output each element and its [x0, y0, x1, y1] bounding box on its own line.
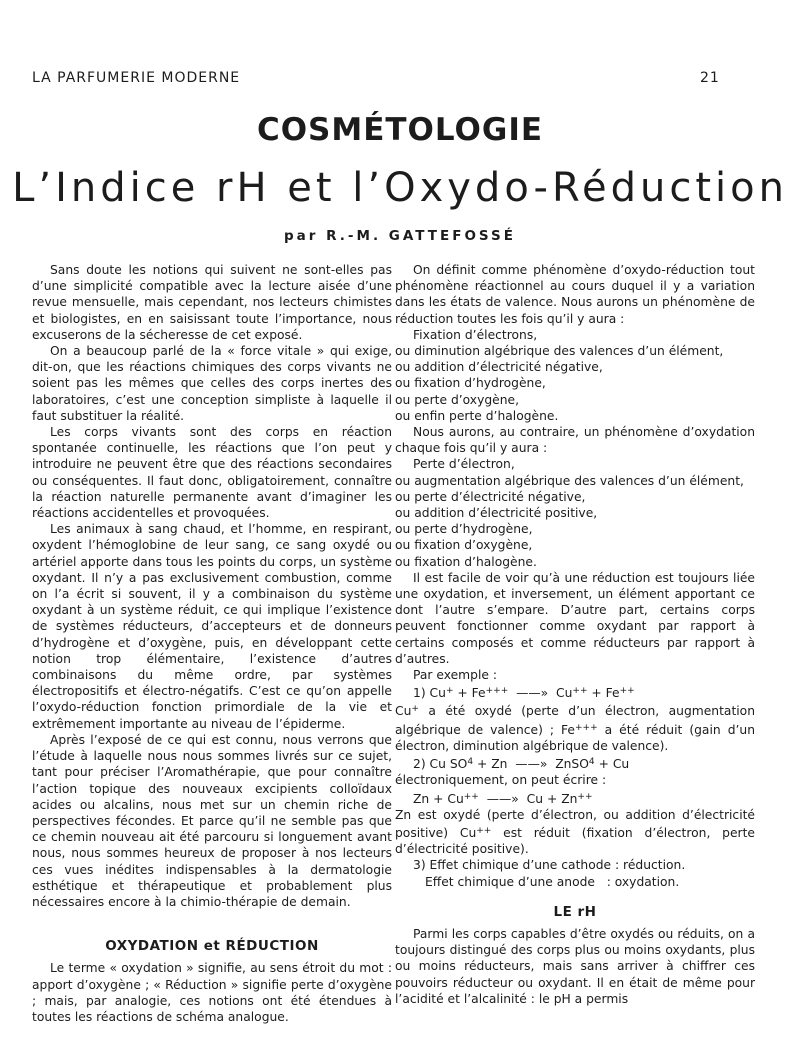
right-column [395, 262, 755, 1007]
section-heading: COSMÉTOLOGIE [256, 112, 544, 148]
paragraph: Après l’exposé de ce qui est connu, nous verrons que l’étude à laquelle nous nous sommes livrés sur ce sujet, tant pour préciser l’Aromathérapie, que pour connaître l’action topique des nouveaux excipients colloïdaux acides ou alcalins, nous met sur un chemin riche de perspectives fécondes. Et parce qu’il ne semble pas que ce chemin nouveau ait été parcouru si longuement avant nous, nous sommes heureux de proposer à nos lecteurs ces vues inédites indispensables à la dermatologie esthétique et thérapeutique et probablement plus nécessaires encore à la chimio-thérapie de demain. [32, 732, 392, 909]
equation-2: 2) Cu $SO^4 + Zn$ ——» ZnSO$^4$ + Cu [413, 757, 630, 772]
paragraph: Les corps vivants sont des corps en réaction spontanée continuelle, les réactions que l’on peut y introduire ne peuvent être que des réactions secondaires ou conséquentes. Il faut donc, obligatoirement, connaître la réaction naturelle permanente avant d’imaginer les réactions accidentelles et provoquées. [32, 425, 392, 521]
example-3-cathode: 3) Effet chimique d’une cathode : réduction. [413, 858, 686, 873]
list-item: ou fixation d’oxygène, [395, 538, 533, 553]
paragraph: Il est facile de voir qu’à une réduction est toujours liée une oxydation, et inversement, un élément apportant ce dont l’autre s’empare. D’autre part, certains corps peuvent fonctionner comme oxydant par rapport à certains composés et comme réducteurs par rapport à d’autres. [395, 570, 755, 666]
journal-name: LA PARFUMERIE MODERNE [32, 70, 241, 86]
list-item: Perte d’électron, [413, 457, 515, 472]
left-column [32, 262, 392, 1025]
equation-1: 1) Cu+ + Fe+++ ——» Cu++ + Fe++ [413, 686, 635, 701]
paragraph: Parmi les corps capables d’être oxydés ou réduits, on a toujours distingué des corps plus ou moins oxydants, plus ou moins réducteurs, mais sans arriver à chiffrer ces pouvoirs réducteur ou oxydant. Il en était de même pour l’acidité et l’alcalinité : le pH a permis [395, 926, 755, 1006]
paragraph: Sans doute les notions qui suivent ne sont-elles pas d’une simplicité compatible avec la lecture aisée d’une revue mensuelle, mais cependant, nos lecteurs chimistes et biologistes, en en saisissant toute l’importance, nous excuserons de la sécheresse de cet exposé. [32, 263, 392, 342]
list-item: ou diminution algébrique des valences d’un élément, [395, 344, 724, 359]
example-label: Par exemple : [413, 668, 497, 683]
paragraph: Les animaux à sang chaud, et l’homme, en respirant, oxydent l’hémoglobine de leur sang, ce sang oxydé ou artériel apporte dans tous les points du corps, un système oxydant. Il n’y a pas exclusivement combustion, comme on l’a écrit si souvent, il y a combinaison du système oxydant à un système réduit, ce qui implique l’existence de systèmes réducteurs, d’accepteurs et de donneurs d’hydrogène et d’oxygène, puis, en développant cette notion trop élémentaire, l’existence d’autres combinaisons du même ordre, par systèmes électropositifs et électro-négatifs. C’est ce qu’on appelle l’oxydo-réduction fonction primordiale de la vie et extrêmement importante au niveau de l’épiderme. [32, 522, 392, 731]
list-item: ou fixation d’hydrogène, [395, 376, 546, 391]
list-item: ou perte d’électricité négative, [395, 489, 586, 504]
list-item: Fixation d’électrons, [413, 327, 538, 342]
example-3-anode: Effet chimique d’une anode : oxydation. [425, 874, 680, 889]
paragraph: On définit comme phénomène d’oxydo-réduction tout phénomène réactionnel au cours duquel il y a variation dans les états de valence. Nous aurons un phénomène de réduction toutes les fois qu’il y aura : [395, 263, 755, 326]
equation-2-explanation: Zn est oxydé (perte d’électron, ou addition d’électricité positive) Cu++ est réduit (fixation d’électron, perte d’électricité positive). [395, 807, 755, 857]
list-item: ou addition d’électricité positive, [395, 506, 598, 521]
paragraph: Nous aurons, au contraire, un phénomène d’oxydation chaque fois qu’il y aura : [395, 425, 755, 456]
list-item: ou augmentation algébrique des valences d’un élément, [395, 473, 744, 488]
article-title: L’Indice rH et l’Oxydo-Réduction [12, 165, 788, 211]
page-number: 21 [700, 70, 720, 86]
equation-2-note: électroniquement, on peut écrire : [395, 773, 607, 788]
equation-1-explanation: Cu+ a été oxydé (perte d’un électron, augmentation algébrique de valence) ; Fe+++ a été réduit (gain d’un électron, diminution algébrique de valence). [395, 704, 755, 753]
paragraph: On a beaucoup parlé de la « force vitale » qui exige, dit-on, que les réactions chimiques des corps vivants ne soient pas les mêmes que celles des corps inertes des laboratoires, c’est une conception simpliste à laquelle il faut substituer la réalité. [32, 344, 392, 423]
equation-2-ionic: Zn + Cu++ ——» Cu + Zn++ [413, 791, 593, 806]
list-item: ou addition d’électricité négative, [395, 360, 603, 375]
list-item: ou perte d’hydrogène, [395, 522, 533, 537]
list-item: ou perte d’oxygène, [395, 392, 520, 407]
author-byline: par R.-M. GATTEFOSSÉ [284, 228, 516, 244]
list-item: ou enfin perte d’halogène. [395, 408, 559, 423]
list-item: ou fixation d’halogène. [395, 554, 537, 569]
paragraph: Le terme « oxydation » signifie, au sens étroit du mot : apport d’oxygène ; « Réduction » signifie perte d’oxygène ; mais, par analogie, ces notions ont été étendues à toutes les réactions de schéma analogue. [32, 961, 392, 1024]
subheading-le-rh: LE rH [553, 903, 597, 920]
subheading-oxydation: OXYDATION et RÉDUCTION [105, 938, 319, 955]
